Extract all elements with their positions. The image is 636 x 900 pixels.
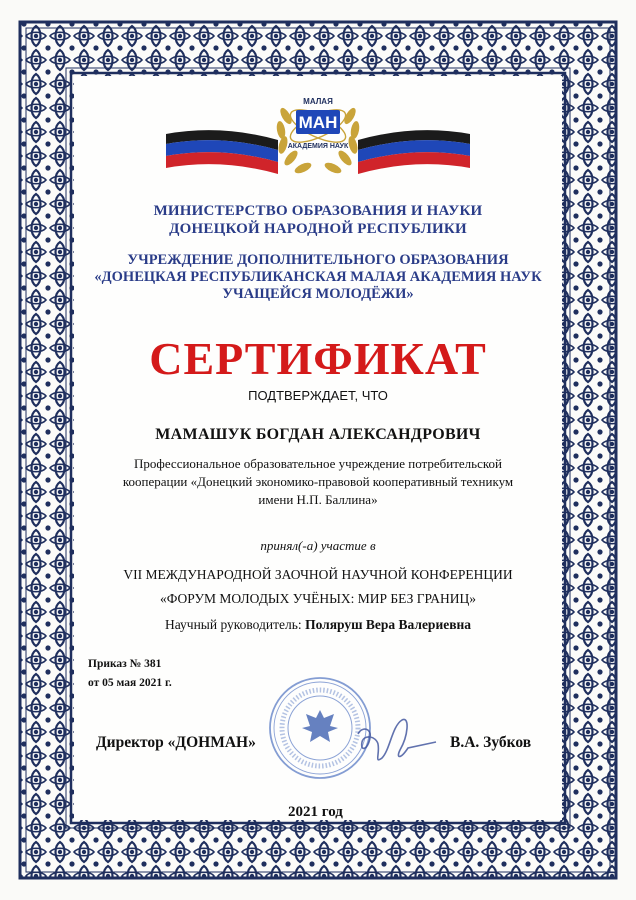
organization-line-3: имени Н.П. Баллина» xyxy=(258,492,378,507)
eagle-emblem-icon xyxy=(302,710,338,742)
order-info xyxy=(88,655,172,693)
supervisor-label: Научный руководитель: xyxy=(164,617,302,632)
institution-line-1: УЧРЕЖДЕНИЕ ДОПОЛНИТЕЛЬНОГО ОБРАЗОВАНИЯ xyxy=(127,252,509,268)
director-signature xyxy=(352,706,442,776)
academy-logo-text: МАН xyxy=(298,113,338,132)
director-title: Директор «ДОНМАН» xyxy=(96,734,256,751)
participation-text: принял(-а) участие в xyxy=(260,538,376,553)
ministry-line-2: ДОНЕЦКОЙ НАРОДНОЙ РЕСПУБЛИКИ xyxy=(169,221,467,237)
order-date: от 05 мая 2021 г. xyxy=(88,677,172,689)
certificate-title: СЕРТИФИКАТ xyxy=(149,333,487,384)
conference-line-1: VII МЕЖДУНАРОДНОЙ ЗАОЧНОЙ НАУЧНОЙ КОНФЕРЕНЦИИ xyxy=(123,567,513,582)
organization-line-1: Профессиональное образовательное учреждение потребительской xyxy=(134,456,502,471)
organization-line-2: кооперации «Донецкий экономико-правовой кооперативный техникум xyxy=(122,474,514,489)
emblem-arc-bottom-text: АКАДЕМИЯ НАУК xyxy=(287,143,349,150)
ministry-heading xyxy=(74,202,562,238)
order-number: Приказ № 381 xyxy=(88,658,162,670)
supervisor-name: Поляруш Вера Валериевна xyxy=(305,617,472,632)
certificate-year: 2021 год xyxy=(288,804,343,820)
academy-emblem xyxy=(166,82,470,192)
supervisor-line xyxy=(74,616,562,634)
conference-line-2: «ФОРУМ МОЛОДЫХ УЧЁНЫХ: МИР БЕЗ ГРАНИЦ» xyxy=(159,591,477,606)
recipient-name: МАМАШУК БОГДАН АЛЕКСАНДРОВИЧ xyxy=(155,426,481,443)
institution-heading xyxy=(74,252,562,303)
recipient-organization xyxy=(74,455,562,509)
confirms-text: ПОДТВЕРЖДАЕТ, ЧТО xyxy=(248,388,388,403)
institution-line-2: «ДОНЕЦКАЯ РЕСПУБЛИКАНСКАЯ МАЛАЯ АКАДЕМИЯ НАУК xyxy=(94,269,542,285)
institution-line-3: УЧАЩЕЙСЯ МОЛОДЁЖИ» xyxy=(222,286,414,302)
ministry-line-1: МИНИСТЕРСТВО ОБРАЗОВАНИЯ И НАУКИ xyxy=(153,203,483,219)
signer-name: В.А. Зубков xyxy=(450,734,532,751)
emblem-arc-top-text: МАЛАЯ xyxy=(303,97,333,106)
conference-name xyxy=(74,563,562,611)
